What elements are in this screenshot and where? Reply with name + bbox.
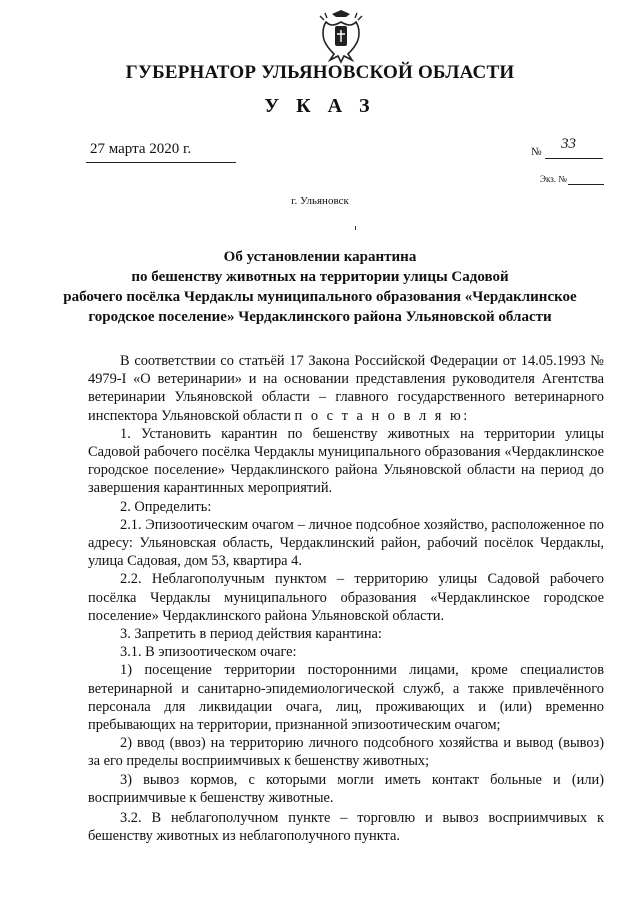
clause-3-2: 3.2. В неблагополучном пункте – торговлю и вывоз восприимчивых к бешенству животных из неблагополучного пункта.: [88, 810, 604, 845]
clause-3-1-3: 3) вывоз кормов, с которыми могли иметь контакт больные и (или) восприимчивые к бешенству животные.: [88, 771, 604, 806]
number-underline: [545, 158, 603, 159]
copy-number-label: Экз. №: [540, 174, 567, 184]
decree-word: п о с т а н о в л я ю:: [294, 407, 470, 424]
decree-body: [88, 352, 604, 845]
clause-2: 2. Определить:: [120, 498, 212, 515]
clause-3-1: 3.1. В эпизоотическом очаге:: [120, 644, 297, 661]
document-type: У К А З: [264, 95, 376, 117]
decree-number: 33: [561, 136, 576, 152]
copy-number-underline: [568, 184, 604, 185]
subject-line: рабочего посёлка Чердаклы муниципального образования «Чердаклинское: [63, 289, 577, 305]
date-underline: [86, 162, 236, 163]
city: г. Ульяновск: [291, 195, 349, 207]
decree-subject: [60, 247, 580, 327]
subject-line: Об установлении карантина: [223, 249, 417, 265]
clause-2-2: 2.2. Неблагополучным пунктом – территорию улицы Садовой рабочего посёлка Чердаклы муниципального образования «Чердаклинское городское поселение» Чердаклинского района Ульяновской области.: [88, 571, 604, 624]
clause-3-1-2: 2) ввод (ввоз) на территорию личного подсобного хозяйства и вывод (вывоз) за его пределы восприимчивых к бешенству животных;: [88, 735, 604, 770]
coat-of-arms-icon: [318, 8, 364, 64]
scan-mark: [355, 226, 356, 230]
clause-3: 3. Запретить в период действия карантина:: [120, 626, 382, 643]
decree-date: 27 марта 2020 г.: [90, 141, 192, 157]
subject-line: городское поселение» Чердаклинского района Ульяновской области: [88, 309, 552, 325]
clause-2-1: 2.1. Эпизоотическим очагом – личное подсобное хозяйство, расположенное по адресу: Ульяновская область, Чердаклинский район, рабочий посёлок Чердаклы, улица Садовая, дом 53, квартира 4.: [88, 516, 604, 570]
clause-1: 1. Установить карантин по бешенству животных на территории улицы Садовой рабочего посёлка Чердаклы муниципального образования «Чердаклинское городское поселение» Чердаклинского района Ульяновской области на период до завершения карантинных мероприятий.: [88, 425, 604, 497]
preamble-text: В соответствии со статьёй 17 Закона Российской Федерации от 14.05.1993 № 4979-I «О ветеринарии» и на основании представления руководителя Агентства ветеринарии Ульяновской области – главного государственного ветеринарного инспектора Ульяновской области: [88, 353, 604, 424]
subject-line: по бешенству животных на территории улицы Садовой: [131, 269, 509, 285]
number-sign: №: [531, 146, 542, 158]
issuer-title: ГУБЕРНАТОР УЛЬЯНОВСКОЙ ОБЛАСТИ: [125, 62, 515, 83]
preamble-paragraph: [88, 352, 604, 425]
clause-3-1-1: 1) посещение территории посторонними лицами, кроме специалистов ветеринарной и санитарно-эпидемиологической служб, а также привлечённого персонала для ликвидации очага, лиц, проживающих и (или) временно пребывающих на территории, признанной эпизоотическим очагом;: [88, 662, 604, 734]
